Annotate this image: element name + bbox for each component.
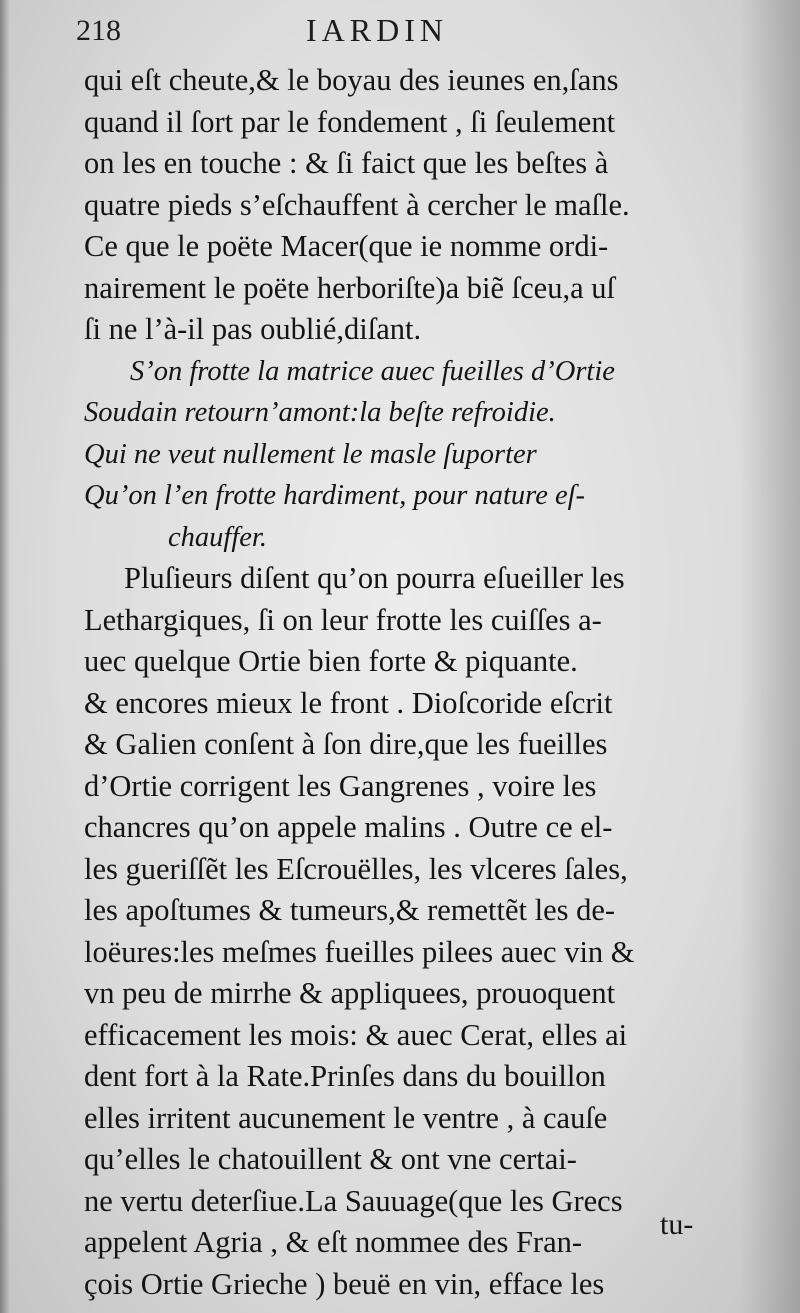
- text-line: vn peu de mirrhe & appliquees, prouoquent: [84, 976, 616, 1010]
- text-line: qu’elles le chatouillent & ont vne certai-: [84, 1142, 577, 1176]
- page-left-edge-shadow: [0, 0, 10, 1313]
- text-line: elles irritent aucunement le ventre , à cauſe: [84, 1100, 608, 1135]
- text-line: quand il ſort par le fondement , ſi ſeulement: [84, 104, 616, 139]
- page-right-edge-shadow: [740, 0, 800, 1313]
- main-text: [84, 60, 714, 1305]
- text-line: quatre pieds s’eſchauffent à cercher le maſle.: [84, 187, 630, 222]
- text-line: Pluſieurs diſent qu’on pourra eſueiller les: [124, 561, 625, 595]
- text-line: loëures:les meſmes fueilles pilees auec vin &: [84, 934, 635, 969]
- verse-line: chauffer.: [168, 521, 267, 553]
- text-line: d’Ortie corrigent les Gangrenes , voire les: [84, 768, 597, 803]
- page-number: 218: [76, 14, 121, 47]
- paragraph-1: [84, 60, 714, 351]
- text-line: dent fort à la Rate.Prinſes dans du bouillon: [84, 1059, 606, 1093]
- text-line: appelent Agria , & eſt nommee des Fran-: [84, 1225, 583, 1259]
- text-line: efficacement les mois: & auec Cerat, elles ai: [84, 1017, 628, 1052]
- verse-line: Qui ne veut nullement le masle ſuporter: [84, 438, 537, 470]
- running-head: IARDIN: [306, 12, 448, 48]
- verse-quotation: [84, 351, 714, 559]
- text-line: uec quelque Ortie bien forte & piquante.: [84, 644, 578, 678]
- catchword: tu-: [660, 1208, 694, 1241]
- text-line: ſi ne l’à-il pas oublié,diſant.: [84, 312, 422, 346]
- text-line: Lethargiques, ſi on leur frotte les cuiſſes a-: [84, 602, 602, 637]
- paragraph-2: [84, 558, 714, 1305]
- text-line: Ce que le poëte Macer(que ie nomme ordi-: [84, 229, 609, 263]
- text-line: chancres qu’on appele malins . Outre ce el-: [84, 810, 613, 844]
- text-line: les gueriſſẽt les Eſcrouëlles, les vlceres ſales,: [84, 851, 628, 886]
- text-line: nairement le poëte herboriſte)a biẽ ſceu,a uſ: [84, 270, 615, 305]
- text-line: on les en touche : & ſi faict que les beſtes à: [84, 146, 609, 180]
- text-line: & Galien conſent à ſon dire,que les fueilles: [84, 727, 608, 761]
- text-line: çois Ortie Grieche ) beuë en vin, efface les: [84, 1266, 605, 1301]
- verse-line: Qu’on l’en frotte hardiment, pour nature eſ-: [84, 480, 586, 511]
- verse-line: Soudain retourn’amont:la beſte refroidie.: [84, 397, 556, 428]
- text-line: qui eſt cheute,& le boyau des ieunes en,ſans: [84, 63, 619, 97]
- verse-line: S’on frotte la matrice auec fueilles d’Ortie: [130, 355, 615, 387]
- text-line: & encores mieux le front . Dioſcoride eſcrit: [84, 685, 613, 720]
- text-line: les apoſtumes & tumeurs,& remettẽt les de-: [84, 893, 616, 927]
- text-line: ne vertu deterſiue.La Sauuage(que les Grecs: [84, 1183, 623, 1218]
